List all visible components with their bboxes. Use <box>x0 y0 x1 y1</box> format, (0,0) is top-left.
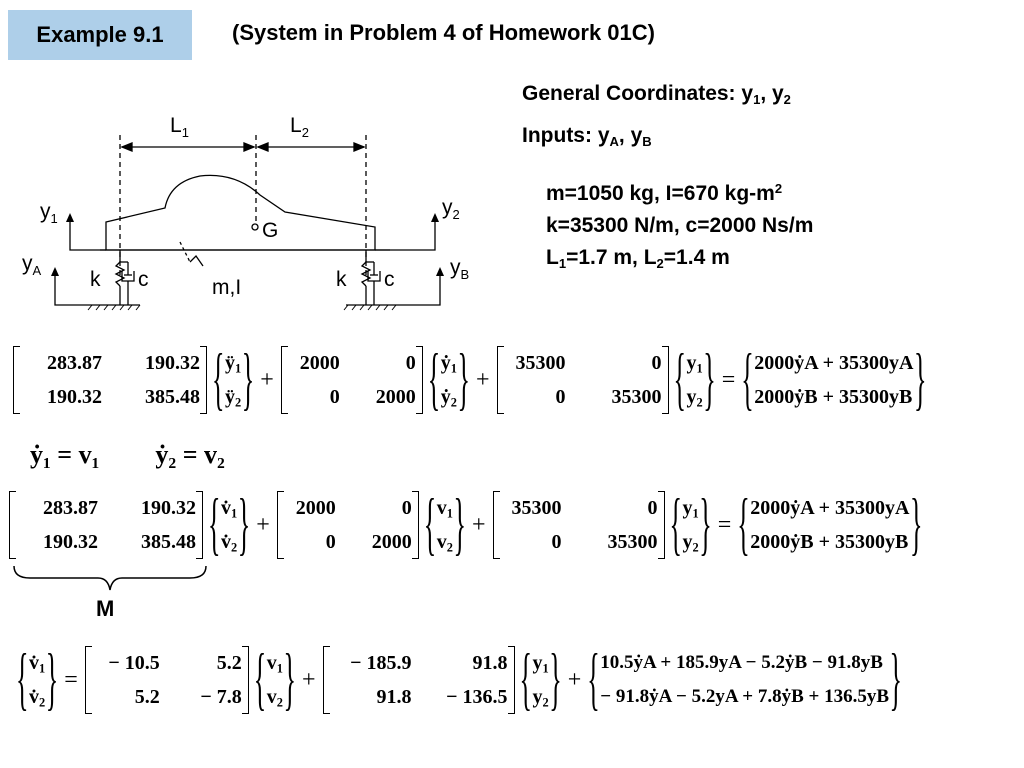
forcing-vector: { 2000ẏA + 35300yA 2000ẏB + 35300yB } <box>742 346 925 414</box>
state-equation: { $v̇_1$ $v̇_2$ } = − 10.5 5.2 5.2 − 7.8 { $v_1$ $v_2$ } + − 185.9 91.8 91.8 − 136.5 { $y_1$ $y_2$ } + { 10.5ẏA + 185.9yA − 5.2ẏB − 91.8yB − 91.8ẏA − 5.2yA + 7.8ẏB + 136.5yB } <box>14 643 904 717</box>
stiffness-coefficient-matrix: − 10.5 5.2 5.2 − 7.8 <box>85 646 249 714</box>
param-mass-inertia: m=1050 kg, I=670 $kg-m^2$ <box>546 180 783 205</box>
forcing-vector-2: { 2000ẏA + 35300yA 2000ẏB + 35300yB } <box>738 491 921 559</box>
damping-matrix-2: 2000 0 0 2000 <box>277 491 419 559</box>
general-coordinates: General Coordinates: $y_1$, $y_2$ <box>522 82 791 107</box>
mass-matrix: 283.87 190.32 190.32 385.48 <box>13 346 207 414</box>
mass-underbrace <box>10 564 210 594</box>
velocity-vector: { ẏ$_1$ ẏ$_2$ } <box>429 346 469 414</box>
velocity-relations: ẏ₁ = v₁ ẏ₂ = v₂ <box>30 440 225 469</box>
label-k-left: k <box>90 268 101 291</box>
slide-subtitle: (System in Problem 4 of Homework 01C) <box>232 20 655 45</box>
stiffness-matrix-2: 35300 0 0 35300 <box>493 491 665 559</box>
v-vector-3: { $v_1$ $v_2$ } <box>255 646 295 714</box>
damping-coefficient-matrix: − 185.9 91.8 91.8 − 136.5 <box>323 646 515 714</box>
mass-matrix-label: M <box>96 596 115 621</box>
param-lengths: $L_1=1.7$ m, $L_2=1.4$ m <box>546 246 730 271</box>
displacement-vector: { $y_1$ $y_2$ } <box>675 346 715 414</box>
damping-matrix: 2000 0 0 2000 <box>281 346 423 414</box>
label-c-right: c <box>384 268 395 291</box>
first-order-equation: 283.87 190.32 190.32 385.48 { $v̇_1$ $v̇_2$ } + 2000 0 0 2000 { $v_1$ $v_2$ } + 35300 0 0 35300 { $y_1$ $y_2$ } = { 2000ẏA + 35300yA 2000ẏB + 35300yB } <box>6 488 924 562</box>
stiffness-matrix: 35300 0 0 35300 <box>497 346 669 414</box>
vdot-vector: { $v̇_1$ $v̇_2$ } <box>209 491 249 559</box>
slide-title: Example 9.1 <box>8 10 192 60</box>
label-y1: $y_1$ <box>40 200 58 226</box>
label-yB: $y_B$ <box>450 256 470 282</box>
input-forcing-vector: { 10.5ẏA + 185.9yA − 5.2ẏB − 91.8yB − 91.8ẏA − 5.2yA + 7.8ẏB + 136.5yB } <box>588 646 901 714</box>
label-G: G <box>262 219 279 242</box>
label-c-left: c <box>138 268 149 291</box>
label-mass-inertia: m,I <box>212 276 242 299</box>
inputs-line: Inputs: $y_A$, $y_B$ <box>522 124 652 149</box>
label-L1: $L_1$ <box>170 114 189 140</box>
equation-of-motion: 283.87 190.32 190.32 385.48 { $ÿ_1$ $ÿ_2$ } + 2000 0 0 2000 { ẏ$_1$ ẏ$_2$ } + 35300 0 0 35300 { $y_1$ $y_2$ } = { 2000ẏA + 35300yA 2000ẏB + 35300yB } <box>10 343 928 417</box>
label-yA: $y_A$ <box>22 252 42 278</box>
system-diagram <box>0 100 500 330</box>
parameters-block <box>546 178 813 274</box>
displacement-vector-2: { $y_1$ $y_2$ } <box>671 491 711 559</box>
label-k-right: k <box>336 268 347 291</box>
v-vector: { $v_1$ $v_2$ } <box>425 491 465 559</box>
label-L2: $L_2$ <box>290 114 309 140</box>
mass-matrix-2: 283.87 190.32 190.32 385.48 <box>9 491 203 559</box>
param-stiffness-damping: k=35300 N/m, c=2000 Ns/m <box>546 214 814 237</box>
displacement-vector-3: { $y_1$ $y_2$ } <box>521 646 561 714</box>
vdot-vector-3: { $v̇_1$ $v̇_2$ } <box>17 646 57 714</box>
acceleration-vector: { $ÿ_1$ $ÿ_2$ } <box>213 346 253 414</box>
label-y2: $y_2$ <box>442 196 460 222</box>
